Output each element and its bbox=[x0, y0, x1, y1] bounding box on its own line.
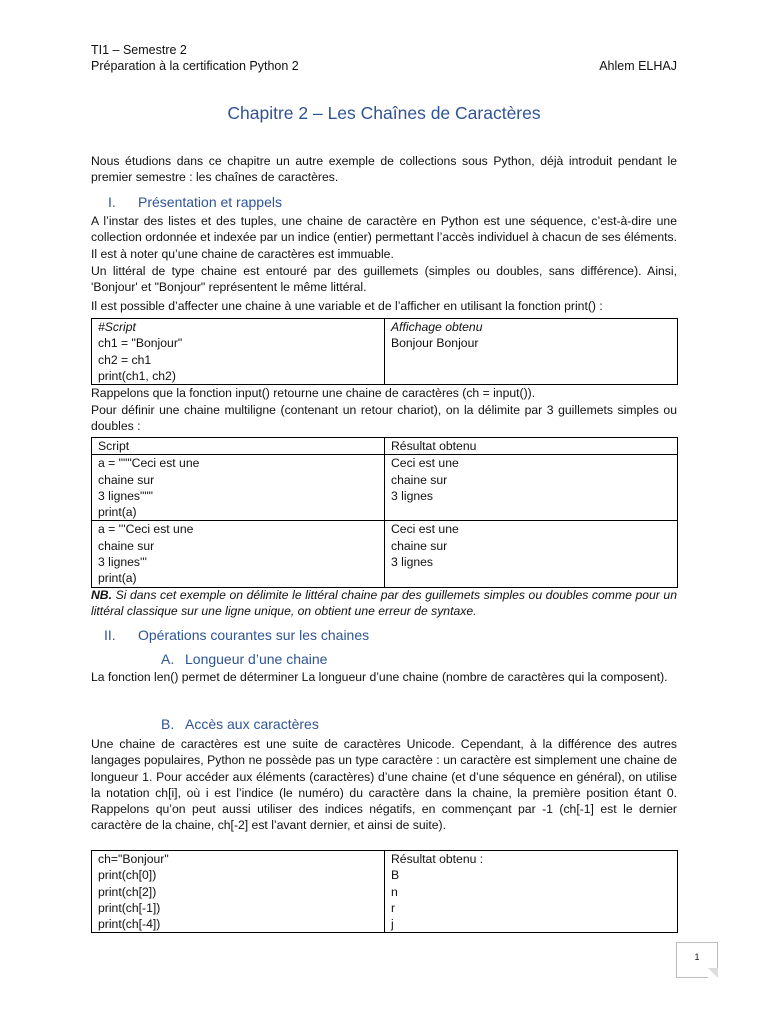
table1-header-script: #Script bbox=[98, 320, 136, 334]
nb-note bbox=[91, 587, 677, 620]
table-index-example bbox=[91, 850, 678, 933]
page-curl-icon bbox=[708, 968, 718, 978]
table2-row2-result bbox=[385, 521, 678, 587]
result-line: B bbox=[391, 868, 400, 883]
table2-row1-result bbox=[385, 455, 678, 521]
header-course: TI1 – Semestre 2 bbox=[91, 43, 187, 57]
result-line: Ceci est une bbox=[391, 522, 459, 537]
section1-paragraph-1: A l’instar des listes et des tuples, une chaine de caractère en Python est une séquence, c’est-à-dire une collection ordonnée et indexée par un indice (entier) permettant l’accès individuel à chacun de ses éléments. Il est à noter qu’une chaine de caractères est immuable. bbox=[91, 214, 677, 261]
section2-number: II. bbox=[104, 627, 116, 643]
result-line: n bbox=[391, 884, 398, 899]
code-line: print(a) bbox=[98, 505, 137, 520]
code-line: print(a) bbox=[98, 571, 137, 586]
header-subtitle: Préparation à la certification Python 2 bbox=[91, 59, 299, 73]
intro-paragraph: Nous étudions dans ce chapitre un autre exemple de collections sous Python, déjà introduit pendant le premier semestre : les chaînes de caractères. bbox=[91, 154, 677, 185]
code-line: ch1 = "Bonjour" bbox=[98, 336, 183, 351]
code-line: print(ch[2]) bbox=[98, 884, 157, 899]
table3-script-cell bbox=[92, 851, 385, 933]
result-line: Ceci est une bbox=[391, 456, 459, 471]
header-author: Ahlem ELHAJ bbox=[599, 59, 677, 73]
section2-heading: Opérations courantes sur les chaines bbox=[138, 627, 370, 643]
section1-paragraph-5: Pour définir une chaine multiligne (contenant un retour chariot), on la délimite par 3 guillemets simples ou doubles : bbox=[91, 403, 677, 434]
code-line: print(ch[-4]) bbox=[98, 917, 161, 932]
section1-paragraph-2: Un littéral de type chaine est entouré par des guillemets (simples ou doubles, sans différence). Ainsi, 'Bonjour' et "Bonjour" représentent le même littéral. bbox=[91, 264, 677, 295]
code-line: 3 lignes''' bbox=[98, 555, 147, 570]
subsection-a-text: La fonction len() permet de déterminer La longueur d’une chaine (nombre de caractères qui la composent). bbox=[91, 670, 668, 684]
table2-row2-script bbox=[92, 521, 385, 587]
code-line: chaine sur bbox=[98, 538, 155, 553]
section1-number: I. bbox=[108, 194, 116, 210]
code-line: print(ch[-1]) bbox=[98, 900, 161, 915]
table1-script-cell bbox=[92, 319, 385, 385]
result-line: Bonjour Bonjour bbox=[391, 336, 479, 351]
result-line: r bbox=[391, 900, 396, 915]
subsection-b-text: Une chaine de caractères est une suite de caractères Unicode. Cependant, à la différence des autres langages populaires, Python ne possède pas un type caractère : un caractère est simplement une chaine de longueur 1. Pour accéder aux éléments (caractères) d’une chaine (et d’une séquence en général), on utilise la notation ch[i], où i est l’indice (le numéro) du caractère dans la chaine, la première position étant 0. Rappelons qu’on peut aussi utiliser des indices négatifs, en commençant par -1 (ch[-1] est le dernier caractère de la chaine, ch[-2] est l’avant dernier, et ainsi de suite). bbox=[91, 737, 677, 833]
table2-row1-script bbox=[92, 455, 385, 521]
result-line: j bbox=[391, 917, 394, 932]
table-print-example bbox=[91, 318, 678, 385]
code-line: a = """Ceci est une bbox=[98, 456, 200, 471]
nb-text: Si dans cet exemple on délimite le littéral chaine par des guillemets simples ou doubles comme pour un littéral classique sur une ligne unique, on obtient une erreur de syntaxe. bbox=[91, 588, 677, 619]
result-line: 3 lignes bbox=[391, 555, 434, 570]
code-line: print(ch[0]) bbox=[98, 868, 157, 883]
code-line: ch2 = ch1 bbox=[98, 352, 152, 367]
code-line: ch="Bonjour" bbox=[98, 852, 169, 866]
table1-header-result: Affichage obtenu bbox=[391, 320, 483, 334]
code-line: chaine sur bbox=[98, 472, 155, 487]
section1-paragraph-4: Rappelons que la fonction input() retourne une chaine de caractères (ch = input()). bbox=[91, 386, 536, 400]
result-line: chaine sur bbox=[391, 472, 448, 487]
subsection-b-heading: Accès aux caractères bbox=[185, 716, 319, 732]
table2-header-script: Script bbox=[92, 438, 385, 455]
result-line: Résultat obtenu : bbox=[391, 852, 484, 866]
subsection-a-number: A. bbox=[161, 651, 175, 667]
subsection-b-number: B. bbox=[161, 716, 175, 732]
code-line: 3 lignes""" bbox=[98, 488, 153, 503]
table1-result-cell bbox=[385, 319, 678, 385]
subsection-a-heading: Longueur d’une chaine bbox=[185, 651, 328, 667]
result-line: 3 lignes bbox=[391, 488, 434, 503]
page-number: 1 bbox=[694, 952, 700, 962]
section1-heading: Présentation et rappels bbox=[138, 194, 282, 210]
nb-label: NB. bbox=[91, 588, 112, 602]
code-line: print(ch1, ch2) bbox=[98, 368, 176, 383]
result-line: chaine sur bbox=[391, 538, 448, 553]
table2-header-result: Résultat obtenu bbox=[385, 438, 678, 455]
table-multiline-example bbox=[91, 437, 678, 588]
chapter-title: Chapitre 2 – Les Chaînes de Caractères bbox=[227, 103, 541, 123]
table3-result-cell bbox=[385, 851, 678, 933]
code-line: a = '''Ceci est une bbox=[98, 522, 194, 537]
page-number-box bbox=[676, 942, 718, 978]
section1-paragraph-3: Il est possible d’affecter une chaine à une variable et de l’afficher en utilisant la fonction print() : bbox=[91, 299, 603, 313]
